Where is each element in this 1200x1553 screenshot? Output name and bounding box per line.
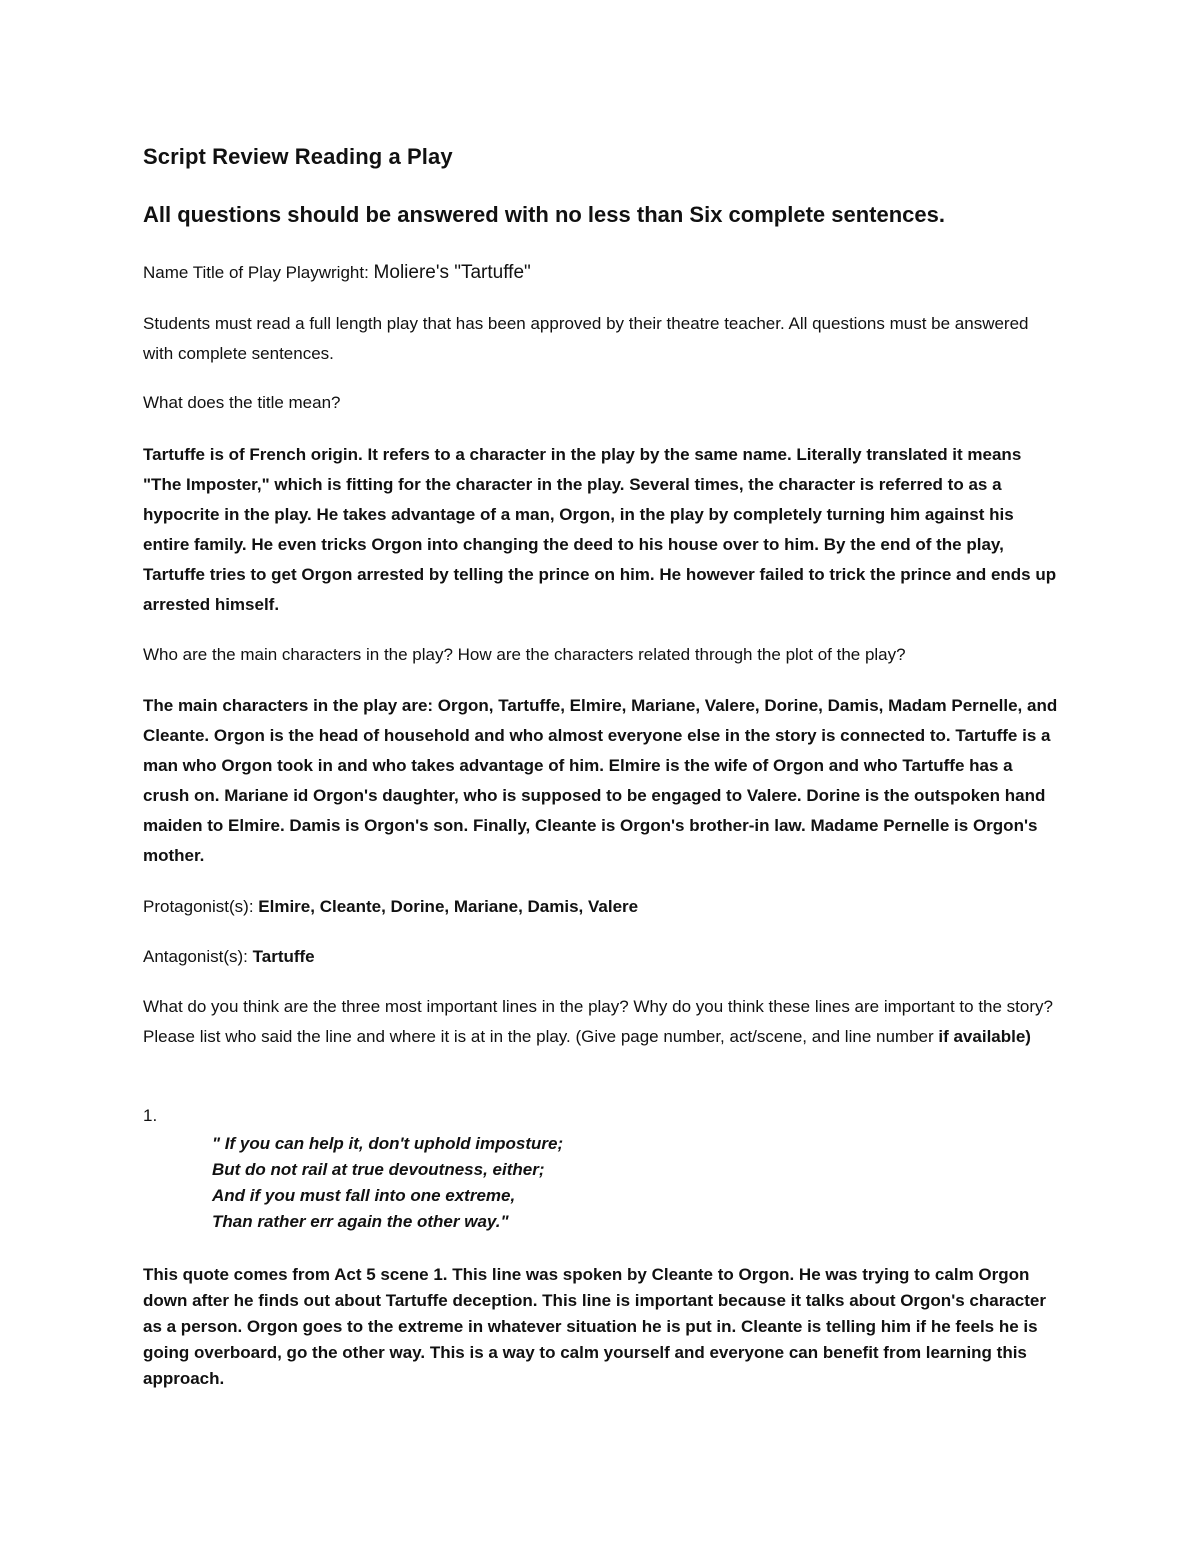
name-label: Name Title of Play Playwright: [143,263,369,282]
antagonist-label: Antagonist(s): [143,947,248,966]
list-item-number: 1. [143,1106,158,1125]
document-page [143,0,1063,1553]
quote-block [212,1131,563,1235]
name-title-playwright-line [143,262,531,284]
quote-line: " If you can help it, don't uphold imposture; [212,1134,564,1153]
quote-line: But do not rail at true devoutness, either; [212,1160,545,1179]
question-important-lines-text: What do you think are the three most important lines in the play? Why do you think these lines are important to the story? Please list who said the line and where it is at in the play. (Give page number, act/scene, and line number [143,997,1053,1046]
question-important-lines [143,992,1058,1052]
question-title-meaning: What does the title mean? [143,393,341,412]
quote-line: Than rather err again the other way." [212,1212,509,1231]
document-title: Script Review Reading a Play [143,144,453,169]
antagonist-value: Tartuffe [252,947,315,966]
play-title-value: Moliere's "Tartuffe" [373,262,531,283]
instruction-heading: All questions should be answered with no less than Six complete sentences. [143,202,945,227]
intro-paragraph: Students must read a full length play that has been approved by their theatre teacher. All questions must be answered with complete sentences. [143,314,1029,363]
question-important-lines-bold: if available) [938,1027,1031,1046]
question-main-characters: Who are the main characters in the play? How are the characters related through the plot of the play? [143,645,906,664]
answer-quote-explanation: This quote comes from Act 5 scene 1. This line was spoken by Cleante to Orgon. He was trying to calm Orgon down after he finds out about Tartuffe deception. This line is important because it talks about Orgon's character as a person. Orgon goes to the extreme in whatever situation he is put in. Cleante is telling him if he feels he is going overboard, go the other way. This is a way to calm yourself and everyone can benefit from learning this approach. [143,1265,1046,1388]
answer-title-meaning: Tartuffe is of French origin. It refers to a character in the play by the same name. Literally translated it means "The Imposter," which is fitting for the character in the play. Several times, the character is referred to as a hypocrite in the play. He takes advantage of a man, Orgon, in the play by completely turning him against his entire family. He even tricks Orgon into changing the deed to his house over to him. By the end of the play, Tartuffe tries to get Orgon arrested by telling the prince on him. He however failed to trick the prince and ends up arrested himself. [143,445,1057,614]
quote-line: And if you must fall into one extreme, [212,1186,516,1205]
protagonists-line [143,892,1058,922]
answer-main-characters: The main characters in the play are: Orgon, Tartuffe, Elmire, Mariane, Valere, Dorine, Damis, Madam Pernelle, and Cleante. Orgon is the head of household and who almost everyone else in the story is connected to. Tartuffe is a man who Orgon took in and who takes advantage of him. Elmire is the wife of Orgon and who Tartuffe has a crush on. Mariane id Orgon's daughter, who is supposed to be engaged to Valere. Dorine is the outspoken hand maiden to Elmire. Damis is Orgon's son. Finally, Cleante is Orgon's brother-in law. Madame Pernelle is Orgon's mother. [143,696,1058,865]
protagonist-label: Protagonist(s): [143,897,254,916]
antagonists-line [143,942,1058,972]
protagonist-value: Elmire, Cleante, Dorine, Mariane, Damis, Valere [258,897,639,916]
